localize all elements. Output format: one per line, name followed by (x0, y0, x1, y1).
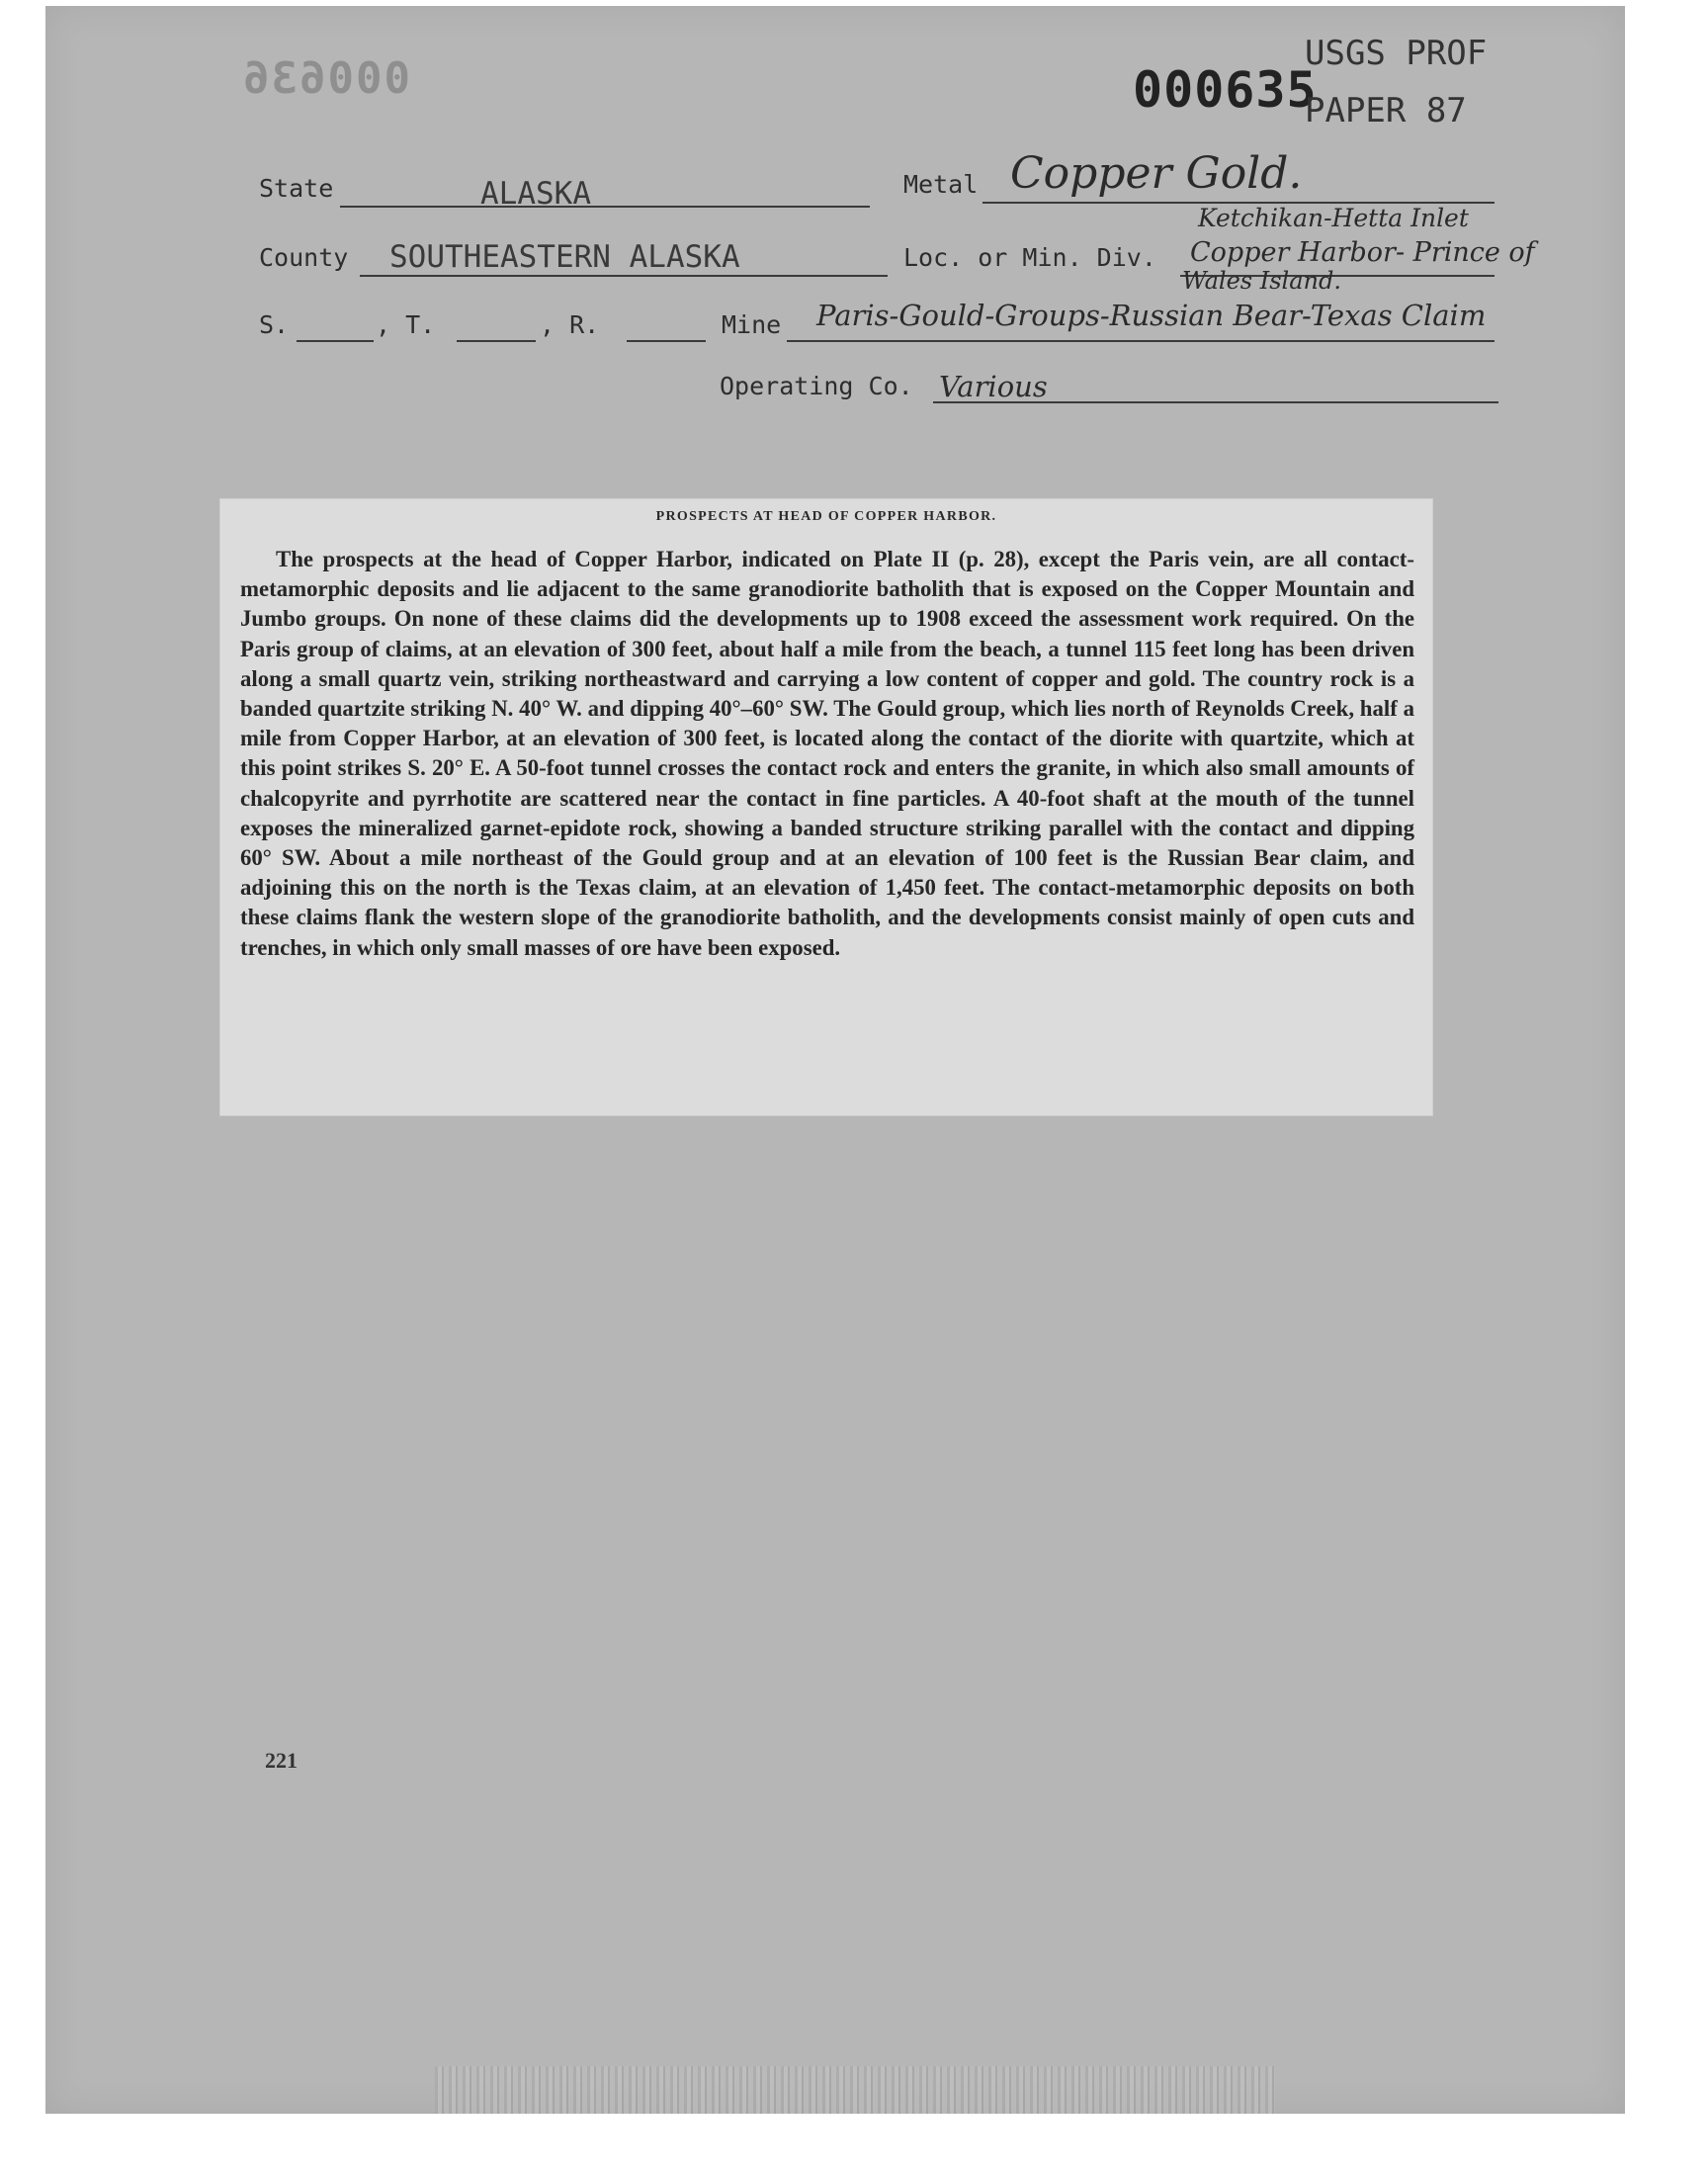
metal-label: Metal (903, 170, 979, 199)
clipping-body: The prospects at the head of Copper Harbor, indicated on Plate II (p. 28), except the Paris vein, are all contact-metamorphic deposits and lie adjacent to the same granodiorite batholith that is exposed on the Copper Mountain and Jumbo groups. On none of these claims did the developments up to 1908 exceed the assessment work required. On the Paris group of claims, at an elevation of 300 feet, about half a mile from the beach, a tunnel 115 feet long has been driven along a small quartz vein, striking northeastward and carrying a low content of copper and gold. The country rock is a banded quartzite striking N. 40° W. and dipping 40°–60° SW. The Gould group, which lies north of Reynolds Creek, half a mile from Copper Harbor, at an elevation of 300 feet, is located along the contact of the diorite with quartzite, which at this point strikes S. 20° E. A 50-foot tunnel crosses the contact rock and enters the granite, in which also small amounts of chalcopyrite and pyrrhotite are scattered near the contact in fine particles. A 40-foot shaft at the mouth of the tunnel exposes the mineralized garnet-epidote rock, showing a banded structure striking parallel with the contact and dipping 60° SW. About a mile northeast of the Gould group and at an elevation of 100 feet is the Russian Bear claim, and adjoining this on the north is the Texas claim, at an elevation of 1,450 feet. The contact-metamorphic deposits on both these claims flank the western slope of the granodiorite batholith, and the developments consist mainly of open cuts and trenches, in which only small masses of ore have been exposed. (240, 547, 1414, 960)
clipping-title: PROSPECTS AT HEAD OF COPPER HARBOR. (655, 509, 997, 524)
township-underline (457, 340, 536, 342)
section-label: S. (259, 310, 290, 339)
page-number: 221 (265, 1748, 298, 1773)
state-label: State (259, 174, 334, 203)
county-label: County (259, 243, 349, 272)
mine-value: Paris-Gould-Groups-Russian Bear-Texas Claim (816, 299, 1487, 332)
range-underline (627, 340, 706, 342)
range-label: , R. (540, 310, 600, 339)
ghost-card-number: 000636 (241, 53, 410, 104)
metal-value: Copper Gold. (1010, 148, 1303, 199)
card-number-stamp: 000635 (1133, 61, 1318, 119)
publication-clipping (219, 498, 1433, 1116)
operating-company-label: Operating Co. (720, 372, 913, 400)
township-label: , T. (376, 310, 436, 339)
source-reference-line2: PAPER 87 (1305, 91, 1467, 130)
county-value: SOUTHEASTERN ALASKA (389, 239, 740, 275)
county-underline (360, 275, 888, 277)
mine-label: Mine (722, 310, 782, 339)
section-underline (297, 340, 374, 342)
mine-underline (787, 340, 1494, 342)
division-value-line3: Wales Island. (1182, 267, 1341, 295)
operating-company-value: Various (939, 370, 1048, 403)
division-label: Loc. or Min. Div. (903, 243, 1156, 272)
state-value: ALASKA (480, 176, 591, 212)
state-underline (340, 206, 870, 208)
scan-artifact-strip (435, 2066, 1275, 2114)
source-reference-line1: USGS PROF (1305, 34, 1488, 73)
division-value-line2: Copper Harbor- Prince of (1190, 237, 1535, 268)
division-value-line1: Ketchikan-Hetta Inlet (1198, 204, 1469, 232)
